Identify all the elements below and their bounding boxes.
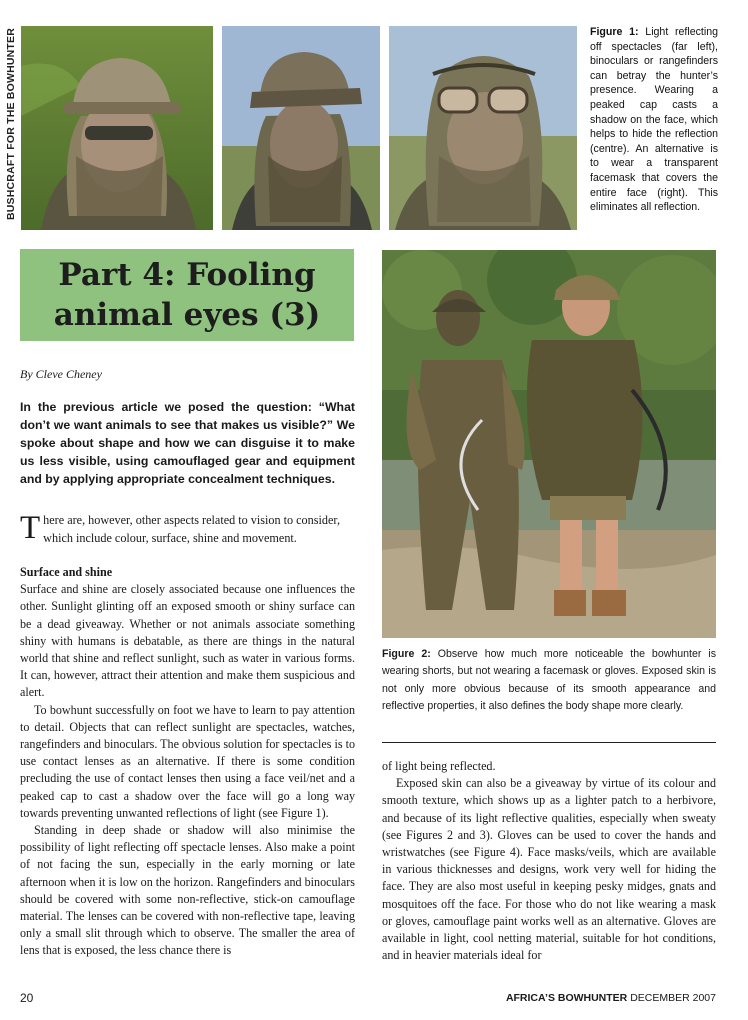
drop-cap: T [20,510,41,546]
figure1-label: Figure 1: [590,26,639,38]
article-title-box [20,249,354,341]
column-divider [382,742,716,743]
body-paragraph: To bowhunt successfully on foot we have to learn to pay attention to detail. Objects that can reflect sunlight are spectacles, watches, rangefinders and binoculars. The obvious solution for spectacles is to use contact lenses as an alternative. If there is some condition precluding the use of contact lenses then using a face veil/net and a peaked cap to cast a shadow over the face will go a long way towards preventing unwanted reflections of light (see Figure 1). [20,702,355,820]
figure2-label: Figure 2: [382,648,431,660]
body-column-right [382,758,716,964]
footer-issue: DECEMBER 2007 [630,992,716,1004]
figure2-caption-text: Observe how much more noticeable the bowhunter is wearing shorts, but not wearing a facemask or gloves. Exposed skin is not only more obvious because of its smooth appearance and reflective properties, it also defines the body shape more clearly. [382,648,717,712]
body-column-left [20,564,355,960]
intro-text: here are, however, other aspects related to vision to consider, which include colour, surface, shine and movement. [43,513,340,545]
figure1-photo-spectacles [21,26,213,230]
figure1-photo-facemask [389,26,577,230]
intro-paragraph [20,512,355,547]
page-number: 20 [20,991,34,1005]
article-title-line1: Part 4: Fooling [58,257,316,293]
section-heading: Surface and shine [20,565,113,579]
side-label-text: BUSHCRAFT FOR THE BOWHUNTER [5,27,17,221]
body-paragraph: Standing in deep shade or shadow will also minimise the possibility of light reflecting off spectacle lenses. Also make a point of not facing the sun, especially in the early morning or late afternoon when it is low on the horizon. Rangefinders and binoculars should be covered with some non-reflective, stick-on camouflage material. The lenses can be covered with non-reflective tape, leaving only a small slit through which to observe. The smaller the area of lens that is exposed, the less chance there is [20,823,355,958]
footer-magazine: AFRICA’S BOWHUNTER [505,992,628,1004]
body-paragraph: Surface and shine are closely associated because one influences the other. Sunlight glinting off an exposed smooth or shiny surface can be a dead giveaway. Whether or not animals associate something shiny with humans is debatable, as there are things in the natural world that shine and reflect sunlight, such as water in various forms. It can, however, attract their attention and make them suspicious and alert. [20,582,355,700]
figure2-caption [382,646,716,715]
footer-publication [506,992,716,1004]
section-side-label [4,26,18,222]
figure1-photo-peaked-cap [222,26,380,230]
byline: By Cleve Cheney [20,367,102,381]
figure1-caption [590,25,718,215]
lead-paragraph: In the previous article we posed the question: “What don’t we want animals to see that makes us visible?” We spoke about shape and how we can disguise it to make us less visible, using camouflaged gear and equipment and by applying appropriate concealment techniques. [20,400,355,486]
body-paragraph: Exposed skin can also be a giveaway by virtue of its colour and smooth texture, which shows up as a lighter patch to a herbivore, and because of its light reflective qualities, especially when sweaty (see Figures 2 and 3). Gloves can be used to cover the hands and wristwatches (see Figure 4). Face masks/veils, which are available in various thicknesses and designs, work very well for hiding the face. They are also most useful in keeping pesky midges, gnats and mosquitoes off the face. For those who do not like wearing a mask or gloves, camouflage paint works well as an alternative. Gloves are available in light, cool netting material, suitable for hot conditions, and in heavier materials ideal for [382,776,716,963]
figure2-photo-bowhunters [382,250,716,638]
body-paragraph: of light being reflected. [382,759,496,773]
figure1-caption-text: Light reflecting off spectacles (far left), binoculars or rangefinders can betray the hunter’s presence. Wearing a peaked cap casts a shadow on the face, which helps to hide the reflection (centre). An alternative is to wear a transparent facemask that covers the entire face (right). This eliminates all reflection. [590,26,718,214]
article-title-line2: animal eyes (3) [53,297,321,333]
